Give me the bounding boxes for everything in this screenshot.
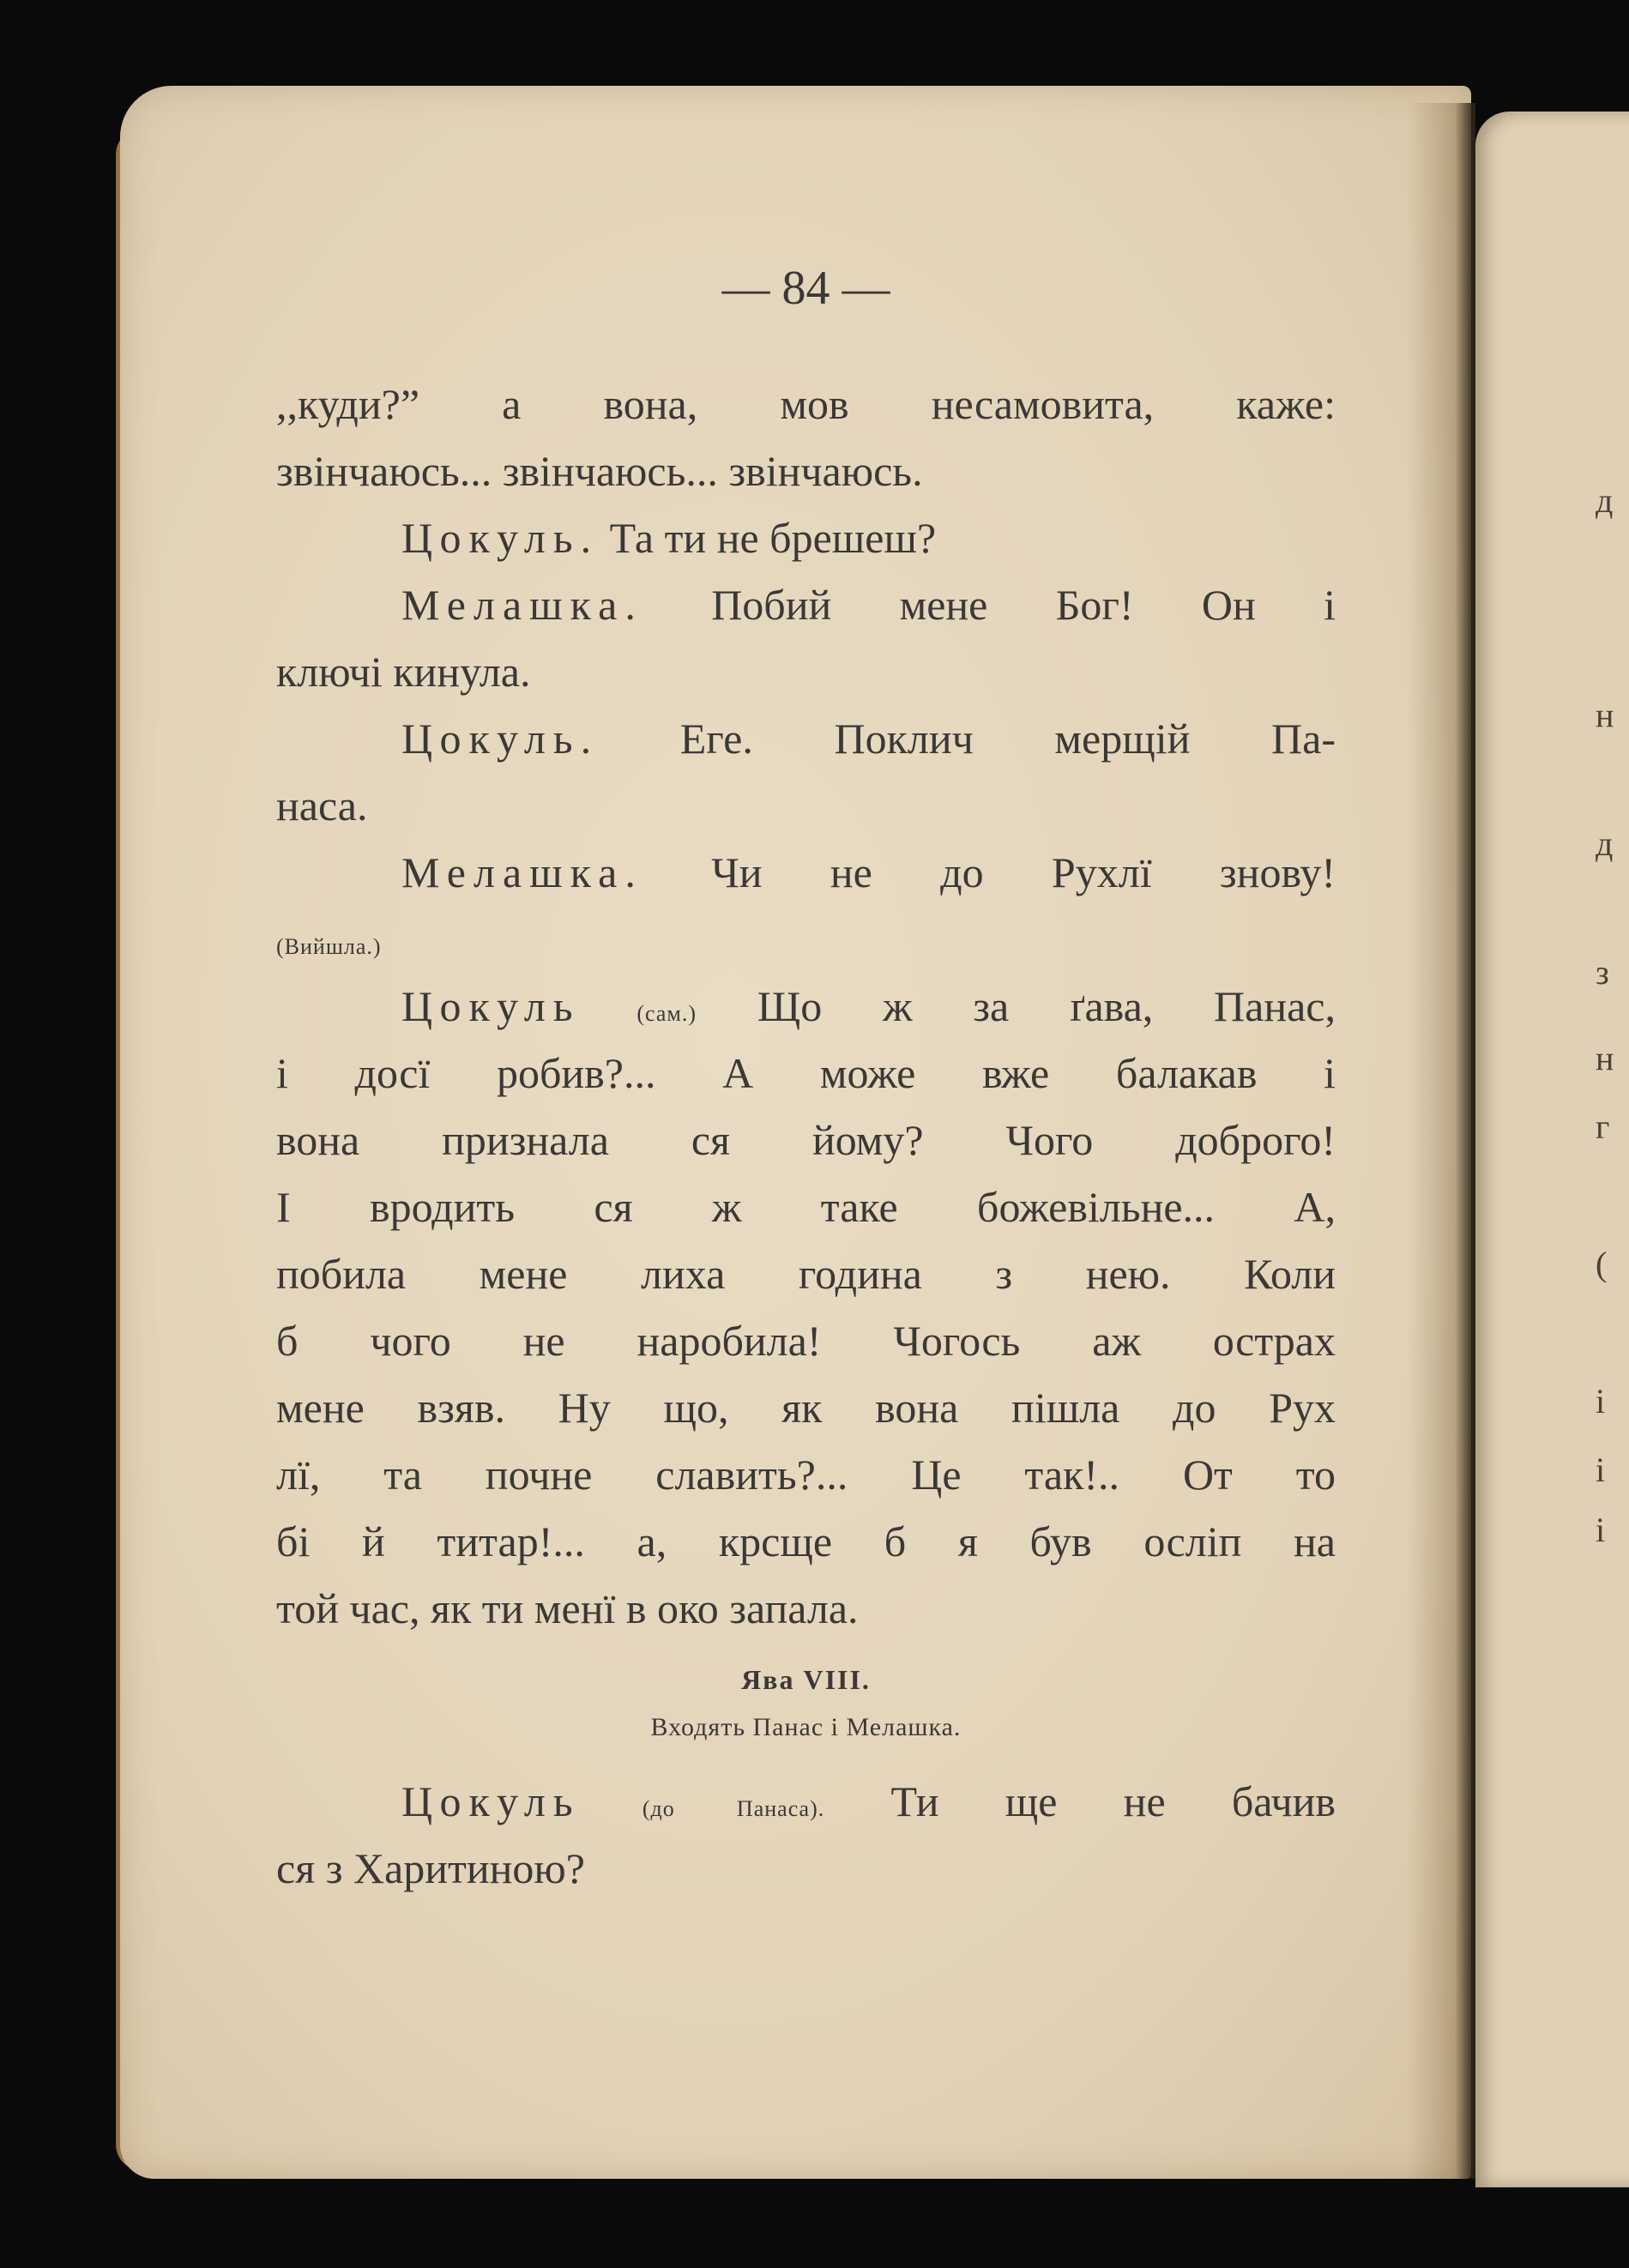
text-line bbox=[276, 1107, 1336, 1173]
line-text: і досї робив?... А може вже балакав і bbox=[276, 1049, 1336, 1097]
next-page-letter: і bbox=[1596, 1451, 1606, 1489]
stage-note: (сам.) bbox=[580, 1001, 697, 1026]
line-text: Побий мене Бог! Он і bbox=[643, 581, 1336, 629]
line-text: ся з Харитиною? bbox=[276, 1844, 585, 1892]
line-text: побила мене лиха година з нею. Коли bbox=[276, 1250, 1336, 1298]
text-line bbox=[276, 571, 1336, 638]
line-text: лї, та почне славить?... Це так!.. От то bbox=[276, 1451, 1336, 1499]
line-text: І вродить ся ж таке божевільне... А, bbox=[276, 1183, 1336, 1231]
text-line bbox=[276, 1173, 1336, 1240]
page-text bbox=[276, 240, 1336, 1902]
line-text: наса. bbox=[276, 781, 368, 829]
text-line bbox=[276, 638, 1336, 705]
line-text: бі й титар!... а, крсще б я був осліп на bbox=[276, 1517, 1336, 1565]
line-text: мене взяв. Ну що, як вона пішла до Рух bbox=[276, 1384, 1336, 1432]
speaker-name: Цокуль. bbox=[401, 514, 600, 562]
line-text: Та ти не брешеш? bbox=[599, 514, 937, 562]
line-text: Ти ще не бачив bbox=[824, 1777, 1336, 1825]
text-line bbox=[276, 371, 1336, 437]
next-page-letter: н bbox=[1596, 696, 1614, 734]
next-page-letter: і bbox=[1596, 1382, 1606, 1421]
text-line bbox=[276, 437, 1336, 504]
line-text: ,,куди?” а вона, мов несамовита, каже: bbox=[276, 380, 1336, 428]
text-line bbox=[276, 1575, 1336, 1642]
speaker-name: Цокуль bbox=[401, 1777, 581, 1825]
text-line bbox=[276, 1768, 1336, 1835]
stage-note: (Вийшла.) bbox=[276, 934, 382, 959]
next-page-letter: і bbox=[1596, 1511, 1606, 1549]
page-number: — 84 — bbox=[721, 262, 890, 315]
text-line bbox=[276, 772, 1336, 839]
line-text: б чого не наробила! Чогось аж острах bbox=[276, 1317, 1336, 1365]
stage-direction: Входять Панас і Мелашка. bbox=[650, 1713, 962, 1741]
text-line bbox=[276, 504, 1336, 571]
next-page-letter: н bbox=[1596, 1039, 1614, 1077]
text-line bbox=[276, 1508, 1336, 1575]
speaker-name: Мелашка. bbox=[401, 848, 643, 896]
text-line bbox=[276, 1835, 1336, 1902]
text-line bbox=[276, 1441, 1336, 1508]
line-text: Що ж за ґава, Панас, bbox=[697, 982, 1336, 1030]
text-lines bbox=[276, 371, 1336, 1642]
text-lines-after bbox=[276, 1768, 1336, 1902]
speaker-name: Цокуль bbox=[401, 982, 581, 1030]
line-text: Чи не до Рухлї знову! bbox=[643, 848, 1336, 896]
line-text: той час, як ти менї в око запала. bbox=[276, 1584, 859, 1632]
text-line bbox=[276, 1307, 1336, 1374]
next-page-letter: з bbox=[1596, 953, 1609, 992]
text-line bbox=[276, 1040, 1336, 1107]
text-line bbox=[276, 1240, 1336, 1307]
line-text: вона призн​ала ся йому? Чого доброго! bbox=[276, 1116, 1336, 1164]
next-page-letter: ( bbox=[1596, 1245, 1608, 1283]
text-line bbox=[276, 705, 1336, 772]
scene-heading: Ява VIII. bbox=[741, 1664, 871, 1695]
text-line bbox=[276, 839, 1336, 906]
text-line bbox=[276, 1374, 1336, 1441]
line-text: звінчаюсь... звінчаюсь... звінчаюсь. bbox=[276, 447, 923, 495]
next-page-letter: д bbox=[1596, 481, 1614, 520]
line-text: Еге. Поклич мерщій Па- bbox=[599, 715, 1336, 763]
next-page-letter: г bbox=[1596, 1107, 1610, 1146]
speaker-name: Мелашка. bbox=[401, 581, 643, 629]
speaker-name: Цокуль. bbox=[401, 715, 600, 763]
text-line bbox=[276, 906, 1336, 973]
text-line bbox=[276, 973, 1336, 1040]
next-page-edge bbox=[1475, 112, 1629, 2187]
stage-note: (до Панаса). bbox=[580, 1796, 825, 1821]
book-gutter bbox=[1407, 103, 1475, 2179]
next-page-letter: д bbox=[1596, 824, 1614, 863]
line-text: ключі кинула. bbox=[276, 648, 531, 696]
